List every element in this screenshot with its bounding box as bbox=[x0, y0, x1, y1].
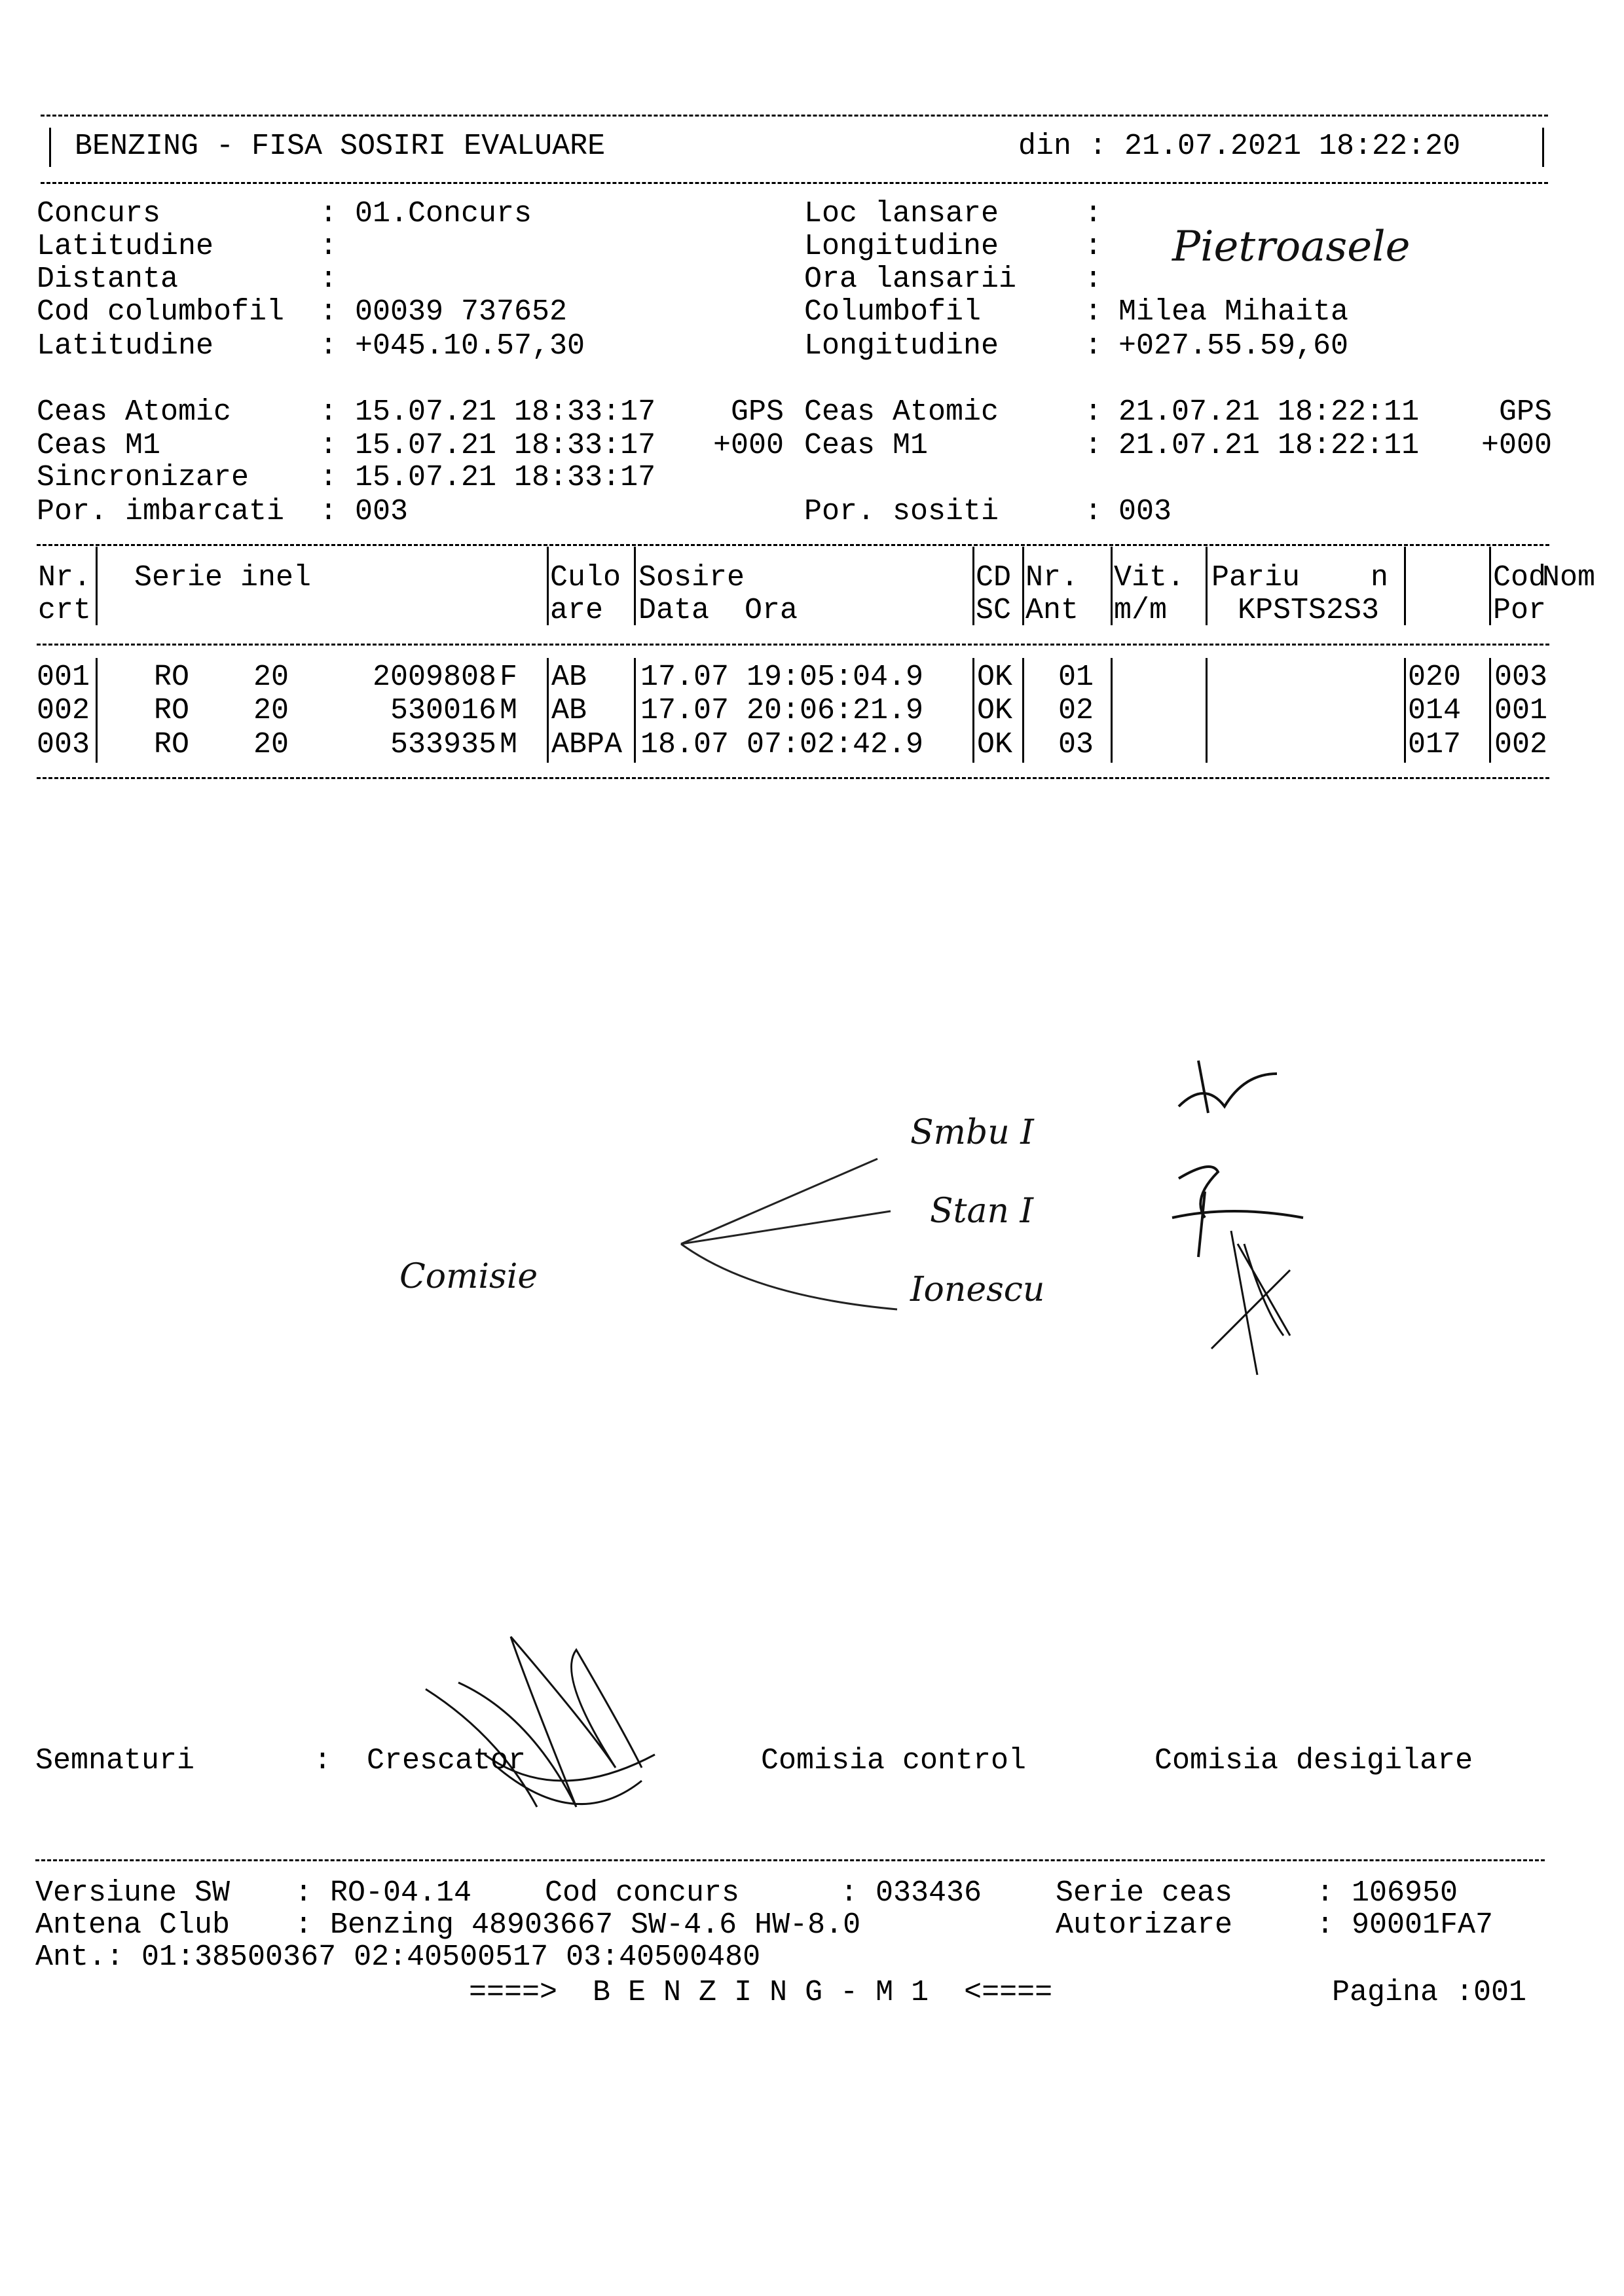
info-label: Longitudine bbox=[804, 329, 999, 363]
race-code-label: Cod concurs bbox=[545, 1876, 740, 1910]
table-header-serie: Serie inel bbox=[134, 561, 312, 594]
sex: M bbox=[500, 694, 518, 727]
clock-value: 21.07.21 18:22:11 bbox=[1118, 429, 1420, 462]
commission-label-handwritten: Comisie bbox=[399, 1257, 538, 1296]
sex: M bbox=[500, 728, 518, 761]
ring-number: 533935 bbox=[390, 728, 496, 761]
authorization-colon: : bbox=[1316, 1908, 1335, 1942]
info-value: Milea Mihaita bbox=[1118, 295, 1349, 329]
clock-colon: : bbox=[320, 395, 338, 429]
clock-serial-colon: : bbox=[1316, 1876, 1335, 1910]
info-colon: : bbox=[320, 295, 338, 329]
bracket-lines bbox=[681, 1159, 897, 1309]
clock-colon: : bbox=[320, 429, 338, 462]
row-number: 001 bbox=[37, 661, 90, 694]
info-colon: : bbox=[320, 230, 338, 263]
arrival-time: 19:05:04.9 bbox=[747, 661, 924, 694]
antenna-list: Ant.: 01:38500367 02:40500517 03:40500480 bbox=[35, 1941, 761, 1974]
club-antenna-label: Antena Club bbox=[35, 1908, 231, 1942]
clock-suffix: GPS bbox=[730, 395, 784, 429]
table-header-sosire: Sosire bbox=[638, 561, 745, 594]
ring-country: RO bbox=[154, 728, 190, 761]
race-code-colon: : bbox=[840, 1876, 858, 1910]
info-label: Longitudine bbox=[804, 230, 999, 263]
club-antenna: Benzing 48903667 SW-4.6 HW-8.0 bbox=[330, 1908, 861, 1942]
clock-serial-label: Serie ceas bbox=[1056, 1876, 1233, 1910]
clock-label: Por. imbarcati bbox=[37, 495, 285, 528]
clock-label: Sincronizare bbox=[37, 461, 249, 494]
race-code: 033436 bbox=[876, 1876, 982, 1910]
arrival-time: 20:06:21.9 bbox=[747, 694, 924, 727]
ring-number: 2009808 bbox=[372, 661, 496, 694]
clock-value: 15.07.21 18:33:17 bbox=[355, 461, 656, 494]
clock-colon: : bbox=[1084, 395, 1103, 429]
signature-control-commission: Comisia control bbox=[761, 1744, 1027, 1777]
ring-country: RO bbox=[154, 694, 190, 727]
table-header-cd: CD bbox=[976, 561, 1012, 594]
info-colon: : bbox=[1084, 329, 1103, 363]
table-header-cod: Por bbox=[1493, 594, 1547, 627]
clock-serial: 106950 bbox=[1352, 1876, 1458, 1910]
table-header-cd: SC bbox=[976, 594, 1012, 627]
document-title: BENZING - FISA SOSIRI EVALUARE bbox=[75, 130, 606, 163]
clock-colon: : bbox=[320, 461, 338, 494]
clock-value: 21.07.21 18:22:11 bbox=[1118, 395, 1420, 429]
page-number: Pagina :001 bbox=[1332, 1976, 1527, 2009]
nom-value: 003 bbox=[1494, 661, 1548, 694]
table-header-ant: Ant bbox=[1025, 594, 1079, 627]
info-label: Latitudine bbox=[37, 230, 214, 263]
signature-1 bbox=[1179, 1061, 1277, 1113]
signature-3 bbox=[1211, 1231, 1290, 1375]
table-header-cod: Cod bbox=[1493, 561, 1547, 594]
arrival-date: 17.07 bbox=[640, 694, 729, 727]
clock-colon: : bbox=[1084, 429, 1103, 462]
color: ABPA bbox=[551, 728, 623, 761]
clock-value: 15.07.21 18:33:17 bbox=[355, 429, 656, 462]
clock-suffix: +000 bbox=[1481, 429, 1552, 462]
info-colon: : bbox=[1084, 230, 1103, 263]
table-header-nom: Nom bbox=[1542, 561, 1596, 594]
commission-member-1: Smbu I bbox=[910, 1113, 1034, 1152]
clock-colon: : bbox=[320, 495, 338, 528]
info-value: 01.Concurs bbox=[355, 197, 532, 230]
row-number: 002 bbox=[37, 694, 90, 727]
table-header-culoare: are bbox=[550, 594, 604, 627]
commission-member-2: Stan I bbox=[930, 1192, 1034, 1231]
info-colon: : bbox=[320, 329, 338, 363]
info-label: Distanta bbox=[37, 263, 179, 296]
info-value: +027.55.59,60 bbox=[1118, 329, 1349, 363]
info-colon: : bbox=[320, 263, 338, 296]
sw-version-label: Versiune SW bbox=[35, 1876, 231, 1910]
footer-banner: ====> B E N Z I N G - M 1 <==== bbox=[469, 1976, 1053, 2009]
table-header-ant: Nr. bbox=[1025, 561, 1079, 594]
clock-value: 003 bbox=[1118, 495, 1172, 528]
arrival-date: 18.07 bbox=[640, 728, 729, 761]
commission-member-3: Ionescu bbox=[910, 1270, 1045, 1309]
breeder-signature bbox=[426, 1637, 655, 1807]
clock-value: 003 bbox=[355, 495, 409, 528]
table-header-nr: Nr. bbox=[38, 561, 92, 594]
pigeon-code: 017 bbox=[1408, 728, 1462, 761]
cd-status: OK bbox=[977, 728, 1013, 761]
authorization-label: Autorizare bbox=[1056, 1908, 1233, 1942]
sw-version-colon: : bbox=[295, 1876, 313, 1910]
clock-label: Ceas Atomic bbox=[37, 395, 232, 429]
nom-value: 002 bbox=[1494, 728, 1548, 761]
table-header-vit: Vit. bbox=[1114, 561, 1185, 594]
clock-suffix: +000 bbox=[712, 429, 784, 462]
info-label: Concurs bbox=[37, 197, 161, 230]
table-header-pariu: KPSTS2S3 bbox=[1238, 594, 1380, 627]
cd-status: OK bbox=[977, 694, 1013, 727]
ring-year: 20 bbox=[253, 661, 289, 694]
club-antenna-colon: : bbox=[295, 1908, 313, 1942]
clock-suffix: GPS bbox=[1498, 395, 1552, 429]
ring-year: 20 bbox=[253, 728, 289, 761]
pigeon-code: 014 bbox=[1408, 694, 1462, 727]
info-value: 00039 737652 bbox=[355, 295, 568, 329]
nom-value: 001 bbox=[1494, 694, 1548, 727]
ring-number: 530016 bbox=[390, 694, 496, 727]
clock-label: Ceas M1 bbox=[804, 429, 929, 462]
signatures-label: Semnaturi bbox=[35, 1744, 195, 1777]
clock-label: Ceas Atomic bbox=[804, 395, 999, 429]
release-place-handwritten: Pietroasele bbox=[1172, 223, 1411, 271]
footer-rule bbox=[35, 1859, 1545, 1861]
report-date: 21.07.2021 18:22:20 bbox=[1124, 130, 1461, 163]
sw-version: RO-04.14 bbox=[330, 1876, 472, 1910]
color: AB bbox=[551, 661, 587, 694]
antenna-number: 03 bbox=[1058, 728, 1094, 761]
table-header-vit: m/m bbox=[1114, 594, 1168, 627]
color: AB bbox=[551, 694, 587, 727]
cd-status: OK bbox=[977, 661, 1013, 694]
table-header-nr: crt bbox=[38, 594, 92, 627]
signatures-colon: : bbox=[314, 1744, 332, 1777]
arrival-time: 07:02:42.9 bbox=[747, 728, 924, 761]
info-value: +045.10.57,30 bbox=[355, 329, 585, 363]
sex: F bbox=[500, 661, 518, 694]
signature-unsealing-commission: Comisia desigilare bbox=[1154, 1744, 1473, 1777]
info-label: Ora lansarii bbox=[804, 263, 1017, 296]
row-number: 003 bbox=[37, 728, 90, 761]
clock-label: Ceas M1 bbox=[37, 429, 161, 462]
ring-country: RO bbox=[154, 661, 190, 694]
clock-colon: : bbox=[1084, 495, 1103, 528]
signature-2 bbox=[1172, 1167, 1303, 1257]
table-header-pariu: Pariu n bbox=[1211, 561, 1389, 594]
antenna-number: 02 bbox=[1058, 694, 1094, 727]
table-header-sosire: Data Ora bbox=[638, 594, 798, 627]
info-label: Columbofil bbox=[804, 295, 982, 329]
date-label: din : bbox=[1018, 130, 1107, 163]
antenna-number: 01 bbox=[1058, 661, 1094, 694]
pigeon-code: 020 bbox=[1408, 661, 1462, 694]
ring-year: 20 bbox=[253, 694, 289, 727]
info-label: Latitudine bbox=[37, 329, 214, 363]
clock-value: 15.07.21 18:33:17 bbox=[355, 395, 656, 429]
authorization: 90001FA7 bbox=[1352, 1908, 1494, 1942]
info-colon: : bbox=[1084, 197, 1103, 230]
info-colon: : bbox=[320, 197, 338, 230]
info-colon: : bbox=[1084, 263, 1103, 296]
arrival-date: 17.07 bbox=[640, 661, 729, 694]
info-colon: : bbox=[1084, 295, 1103, 329]
info-label: Loc lansare bbox=[804, 197, 999, 230]
info-label: Cod columbofil bbox=[37, 295, 285, 329]
table-header-culoare: Culo bbox=[550, 561, 621, 594]
signature-breeder: Crescator bbox=[367, 1744, 526, 1777]
clock-label: Por. sositi bbox=[804, 495, 999, 528]
